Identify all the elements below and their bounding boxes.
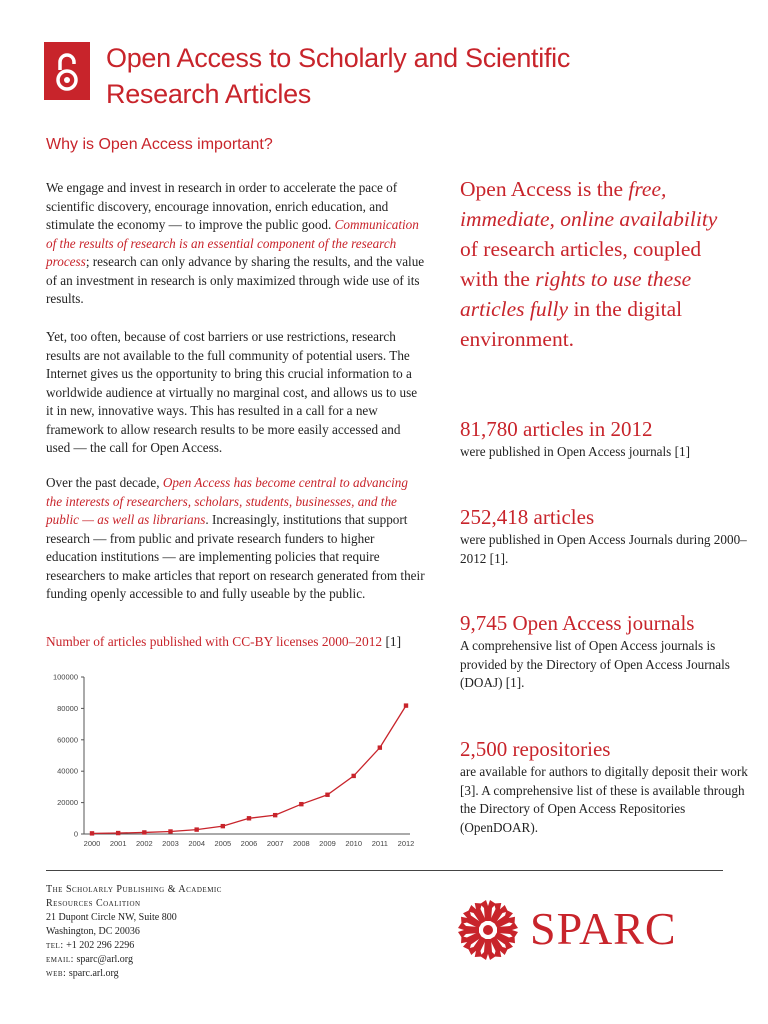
data-point	[273, 813, 277, 817]
stat-description: A comprehensive list of Open Access journals is provided by the Directory of Open Access Journals (DOAJ) [1].	[460, 638, 730, 690]
paragraph-3	[46, 474, 426, 604]
web-line	[46, 967, 222, 981]
y-tick-label: 20000	[57, 798, 78, 808]
x-tick-label: 2005	[214, 839, 232, 848]
stat-figure: 9,745 Open Access journals	[460, 611, 695, 635]
x-tick-label: 2007	[266, 839, 284, 848]
callout-emphasis-1: free, immediate, online availability	[460, 177, 718, 231]
section-subtitle: Why is Open Access important?	[46, 136, 273, 153]
address-line-1: 21 Dupont Circle NW, Suite 800	[46, 912, 177, 923]
paragraph-2: Yet, too often, because of cost barriers or use restrictions, research results are not available to the full community of potential users. The Internet gives us the opportunity to bring this crucial information to a worldwide audience at virtually no marginal cost, and allows us to use it in new, innovative ways. This has resulted in a call for a new framework to allow research results to be more easily accessed and used — the call for Open Access.	[46, 329, 418, 455]
stat-figure: 252,418 articles	[460, 505, 595, 529]
x-tick-label: 2001	[109, 839, 127, 848]
chart-axes	[84, 677, 410, 834]
data-point	[194, 827, 198, 831]
paragraph-1	[46, 179, 426, 309]
data-point	[168, 829, 172, 833]
chart-series	[90, 703, 408, 835]
email-link[interactable]: sparc@arl.org	[76, 954, 133, 965]
sparc-wordmark: SPARC	[530, 903, 677, 954]
web-label: web:	[46, 968, 67, 979]
data-point	[325, 793, 329, 797]
stat-description: were published in Open Access Journals during 2000–2012 [1].	[460, 532, 747, 566]
y-tick-label: 60000	[57, 735, 78, 745]
email-label: email:	[46, 954, 74, 965]
data-point	[299, 802, 303, 806]
data-point	[404, 703, 408, 707]
starburst-center	[483, 925, 493, 935]
y-tick-label: 80000	[57, 703, 78, 713]
phone-value: +1 202 296 2296	[66, 940, 135, 951]
stat-articles-2012	[460, 417, 750, 462]
address-line-2: Washington, DC 20036	[46, 926, 140, 937]
chart-title-text: Number of articles published with CC-BY licenses 2000–2012	[46, 634, 383, 649]
x-tick-label: 2009	[319, 839, 336, 848]
stat-figure: 2,500 repositories	[460, 737, 611, 761]
p1-text-a: We engage and invest in research in order to accelerate the pace of scientific discovery, encourage innovation, enrich education, and stimulate the economy — to improve the public good.	[46, 180, 398, 232]
stat-figure: 81,780 articles in 2012	[460, 417, 653, 441]
data-point	[247, 816, 251, 820]
stat-description: are available for authors to digitally deposit their work [3]. A comprehensive list of these is available through the Directory of Open Access Repositories (OpenDOAR).	[460, 764, 748, 835]
cc-by-line-chart	[40, 662, 420, 854]
x-tick-label: 2004	[188, 839, 206, 848]
stat-journals	[460, 611, 750, 693]
email-line	[46, 953, 222, 967]
x-tick-label: 2006	[240, 839, 258, 848]
title-line-1: Open Access to Scholarly and Scientific	[106, 43, 571, 73]
series-line	[92, 706, 406, 834]
callout-text-2: of research articles, coupled with the	[460, 237, 702, 291]
title-line-2: Research Articles	[106, 79, 311, 109]
sparc-starburst-icon	[456, 898, 520, 962]
chart-title	[46, 634, 401, 650]
open-access-logo-icon	[44, 42, 90, 100]
x-tick-label: 2002	[135, 839, 153, 848]
y-tick-label: 40000	[57, 766, 78, 776]
open-access-definition	[460, 174, 730, 354]
data-point	[378, 745, 382, 749]
x-tick-label: 2010	[345, 839, 363, 848]
p1-emphasis: Communication of the results of research is an essential component of the research process	[46, 217, 419, 269]
data-point	[221, 824, 225, 828]
chart-x-ticks	[84, 839, 415, 848]
y-tick-label: 0	[73, 829, 78, 839]
stat-articles-total	[460, 505, 750, 568]
contact-block	[46, 883, 222, 981]
callout-emphasis-2: rights to use these articles fully	[460, 267, 692, 321]
x-tick-label: 2011	[371, 839, 388, 848]
phone-line	[46, 939, 222, 953]
org-name-line-1: The Scholarly Publishing & Academic	[46, 884, 222, 895]
stat-repositories	[460, 737, 750, 837]
data-point	[116, 831, 120, 835]
p3-text-a: Over the past decade,	[46, 475, 163, 490]
data-point	[142, 830, 146, 834]
callout-text-1: Open Access is the	[460, 177, 629, 201]
callout-text-3: in the digital environment.	[460, 297, 683, 351]
data-point	[351, 774, 355, 778]
page-title	[106, 40, 746, 112]
footer-divider	[46, 870, 723, 871]
p1-text-b: ; research can only advance by sharing the results, and the value of an investment in research is only maximized through wide use of its results.	[46, 254, 425, 306]
phone-label: tel:	[46, 940, 64, 951]
chart-title-ref: [1]	[385, 634, 402, 649]
chart-y-ticks	[53, 673, 84, 839]
p3-text-b: . Increasingly, institutions that support research — from public and private research funders to higher education institutions — are implementing policies that require researchers to make articles that report on research generated from their funding openly accessible to and fully useable by the public.	[46, 512, 425, 601]
stat-description: were published in Open Access journals [1]	[460, 444, 690, 459]
data-point	[90, 831, 94, 835]
x-tick-label: 2000	[83, 839, 101, 848]
x-tick-label: 2008	[292, 839, 310, 848]
org-name-line-2: Resources Coalition	[46, 898, 141, 909]
x-tick-label: 2003	[162, 839, 179, 848]
y-tick-label: 100000	[52, 672, 78, 682]
p3-emphasis: Open Access has become central to advancing the interests of researchers, scholars, students, businesses, and the public — as well as librarians	[46, 475, 408, 527]
x-tick-label: 2012	[397, 839, 415, 848]
web-link[interactable]: sparc.arl.org	[68, 968, 119, 979]
